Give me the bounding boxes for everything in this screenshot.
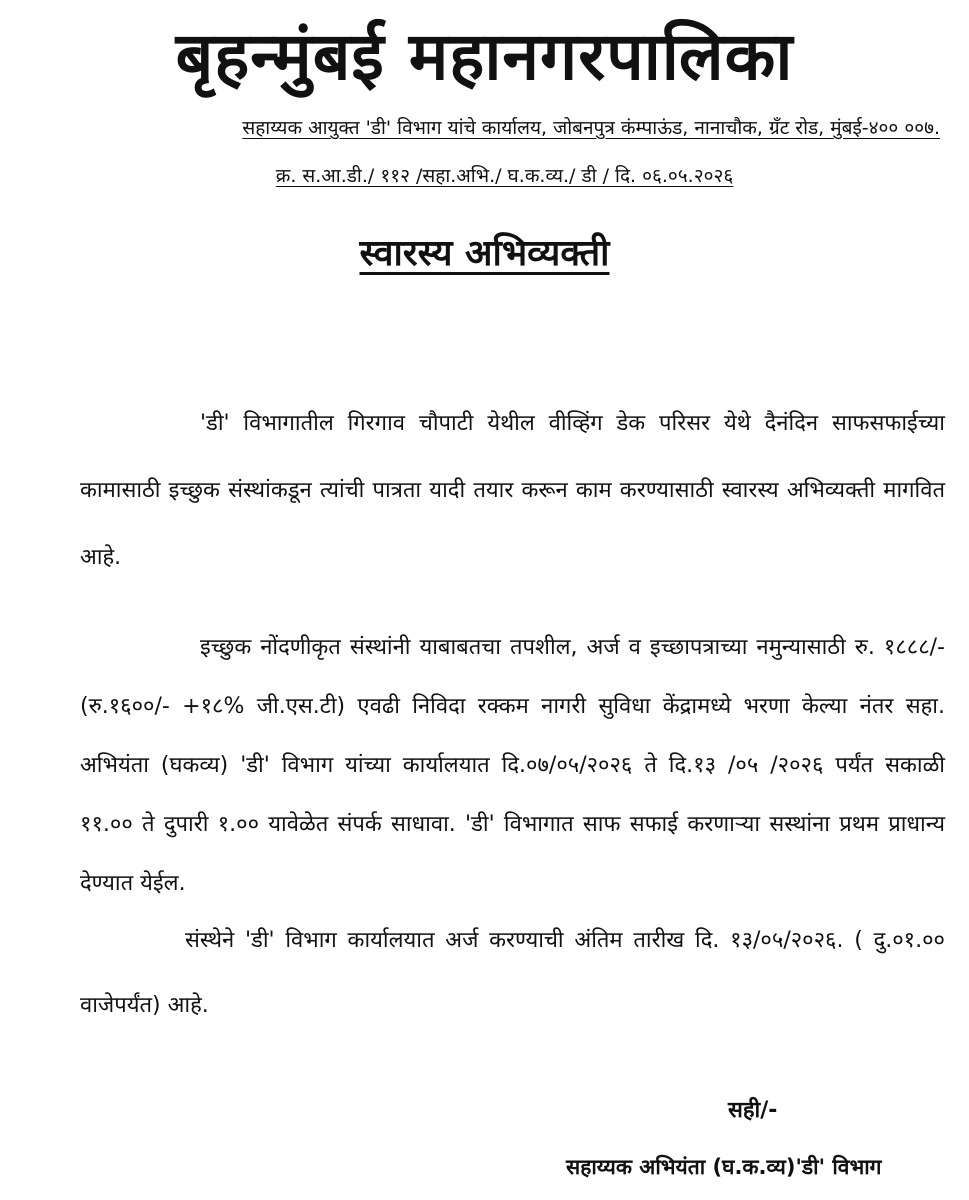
signatory-designation: सहाय्यक अभियंता (घ.क.व्य)'डी' विभाग <box>566 1155 882 1179</box>
reference-number: क्र. स.आ.डी./ ११२ /सहा.अभि./ घ.क.व्य./ डी / दि. ०६.०५.२०२६ <box>275 165 734 187</box>
notice-heading: स्वारस्य अभिव्यक्ती <box>359 233 610 274</box>
notice-paragraph-2: इच्छुक नोंदणीकृत संस्थांनी याबाबतचा तपशील, अर्ज व इच्छापत्राच्या नमुन्यासाठी रु. १८८८/- (रु.१६००/- +१८% जी.एस.टी) एवढी निविदा रक्कम नागरी सुविधा केंद्रामध्ये भरणा केल्या नंतर सहा. अभियंता (घकव्य) 'डी' विभाग यांच्या कार्यालयात दि.०७/०५/२०२६ ते दि.१३ /०५ /२०२६ पर्यंत सकाळी ११.०० ते दुपारी १.०० यावेळेत संपर्क साधावा. 'डी' विभागात साफ सफाई करणाऱ्या सस्थांना प्रथम प्राधान्य देण्यात येईल. <box>80 635 945 896</box>
organization-title: बृहन्मुंबई महानगरपालिका <box>175 18 794 95</box>
notice-paragraph-1: 'डी' विभागातील गिरगाव चौपाटी येथील वीव्हिंग डेक परिसर येथे दैनंदिन साफसफाईच्या कामासाठी इच्छुक संस्थांकडून त्यांची पात्रता यादी तयार करून काम करण्यासाठी स्वारस्य अभिव्यक्ती मागवित आहे. <box>80 411 945 570</box>
office-address: सहाय्यक आयुक्त 'डी' विभाग यांचे कार्यालय, जोबनपुत्र कंम्पाऊंड, नानाचौक, ग्रँट रोड, मुंबई-४०० ००७. <box>242 117 940 139</box>
signature-mark: सही/- <box>728 1098 778 1123</box>
notice-paragraph-3: संस्थेने 'डी' विभाग कार्यालयात अर्ज करण्याची अंतिम तारीख दि. १३/०५/२०२६. ( दु.०१.०० वाजेपर्यंत) आहे. <box>80 928 945 1018</box>
